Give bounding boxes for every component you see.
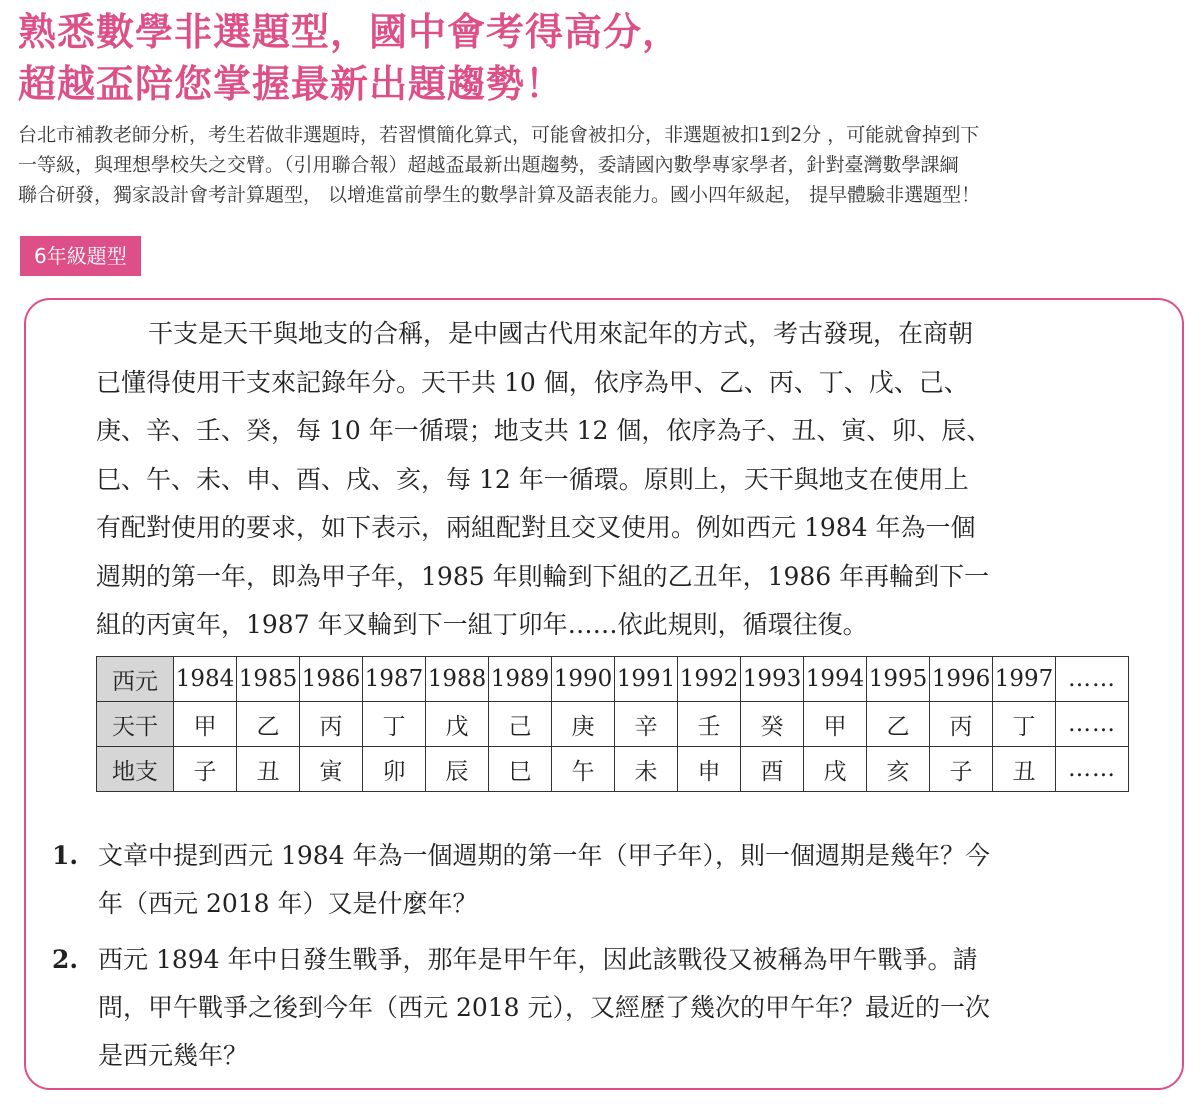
table-cell: 辰	[426, 747, 489, 792]
table-cell: 己	[489, 702, 552, 747]
table-cell: 1987	[363, 657, 426, 702]
table-row	[97, 747, 1129, 792]
table-cell: 戊	[426, 702, 489, 747]
table-cell: 1991	[615, 657, 678, 702]
question-line: 西元 1894 年中日發生戰爭，那年是甲午年，因此該戰役又被稱為甲午戰爭。請	[98, 945, 978, 974]
passage	[96, 310, 1156, 650]
ganzhi-table	[96, 656, 1129, 792]
passage-line: 組的丙寅年，1987 年又輪到下一組丁卯年……依此規則，循環往復。	[96, 610, 868, 639]
question-number: 1.	[52, 841, 79, 870]
table-cell: 甲	[174, 702, 237, 747]
table-cell: 丁	[993, 702, 1056, 747]
question-1	[52, 832, 1152, 928]
table-cell: 巳	[489, 747, 552, 792]
table-cell: 未	[615, 747, 678, 792]
table-cell: 丙	[300, 702, 363, 747]
table-cell: 1988	[426, 657, 489, 702]
table-cell: 壬	[678, 702, 741, 747]
passage-line: 有配對使用的要求，如下表示，兩組配對且交叉使用。例如西元 1984 年為一個	[96, 513, 976, 542]
question-line: 文章中提到西元 1984 年為一個週期的第一年（甲子年），則一個週期是幾年？今	[98, 841, 991, 870]
question-number: 2.	[52, 945, 79, 974]
table-cell: 申	[678, 747, 741, 792]
table-cell: 丑	[993, 747, 1056, 792]
row-header-cell: 天干	[97, 702, 174, 747]
table-cell: 1997	[993, 657, 1056, 702]
ellipsis-cell: ……	[1056, 747, 1129, 792]
table-cell: 庚	[552, 702, 615, 747]
table-cell: 乙	[237, 702, 300, 747]
table-cell: 1985	[237, 657, 300, 702]
ellipsis-cell: ……	[1056, 702, 1129, 747]
table-cell: 1995	[867, 657, 930, 702]
ellipsis-cell: ……	[1056, 657, 1129, 702]
table-cell: 丑	[237, 747, 300, 792]
headline-line-2: 超越盃陪您掌握最新出題趨勢！	[18, 62, 565, 106]
intro-line-1: 台北市補教老師分析，考生若做非選題時，若習慣簡化算式，可能會被扣分，非選題被扣1到2分 ，可能就會掉到下	[18, 124, 980, 146]
passage-line: 庚、辛、壬、癸，每 10 年一循環；地支共 12 個，依序為子、丑、寅、卯、辰、	[96, 416, 992, 445]
table-cell: 丁	[363, 702, 426, 747]
question-line: 問，甲午戰爭之後到今年（西元 2018 元），又經歷了幾次的甲午年？最近的一次	[98, 993, 991, 1022]
table-cell: 1994	[804, 657, 867, 702]
question-2	[52, 936, 1152, 1080]
intro-line-3: 聯合研發，獨家設計會考計算題型， 以增進當前學生的數學計算及語表能力。國小四年級起， 提早體驗非選題型！	[18, 184, 981, 206]
table-cell: 卯	[363, 747, 426, 792]
intro-line-2: 一等級，與理想學校失之交臂。（引用聯合報）超越盃最新出題趨勢，委請國內數學專家學者，針對臺灣數學課綱	[18, 154, 959, 176]
table-row	[97, 702, 1129, 747]
table-cell: 辛	[615, 702, 678, 747]
row-header-cell: 西元	[97, 657, 174, 702]
headline	[18, 6, 681, 110]
table-cell: 甲	[804, 702, 867, 747]
table-cell: 子	[174, 747, 237, 792]
headline-line-1: 熟悉數學非選題型，國中會考得高分，	[18, 10, 682, 54]
table-cell: 寅	[300, 747, 363, 792]
row-header-cell: 地支	[97, 747, 174, 792]
table-cell: 亥	[867, 747, 930, 792]
passage-line: 巳、午、未、申、酉、戌、亥，每 12 年一循環。原則上，天干與地支在使用上	[96, 464, 969, 494]
table-cell: 子	[930, 747, 993, 792]
table-row	[97, 657, 1129, 702]
question-line: 年（西元 2018 年）又是什麼年？	[98, 889, 478, 918]
table-cell: 丙	[930, 702, 993, 747]
table-cell: 1984	[174, 657, 237, 702]
table-cell: 1992	[678, 657, 741, 702]
table-cell: 乙	[867, 702, 930, 747]
table-cell: 1993	[741, 657, 804, 702]
table-cell: 1990	[552, 657, 615, 702]
intro-paragraph	[18, 120, 1198, 210]
table-cell: 酉	[741, 747, 804, 792]
passage-line: 已懂得使用干支來記錄年分。天干共 10 個，依序為甲、乙、丙、丁、戊、己、	[96, 367, 969, 397]
table-cell: 戌	[804, 747, 867, 792]
passage-line: 週期的第一年，即為甲子年，1985 年則輪到下組的乙丑年，1986 年再輪到下一	[96, 561, 990, 591]
problem-card	[24, 298, 1184, 1090]
table-cell: 1996	[930, 657, 993, 702]
table-cell: 午	[552, 747, 615, 792]
table-cell: 1986	[300, 657, 363, 702]
table-cell: 1989	[489, 657, 552, 702]
grade-level-tag: 6年級題型	[20, 236, 141, 276]
table-cell: 癸	[741, 702, 804, 747]
passage-line: 干支是天干與地支的合稱，是中國古代用來記年的方式，考古發現，在商朝	[148, 319, 974, 348]
question-line: 是西元幾年？	[98, 1041, 249, 1070]
